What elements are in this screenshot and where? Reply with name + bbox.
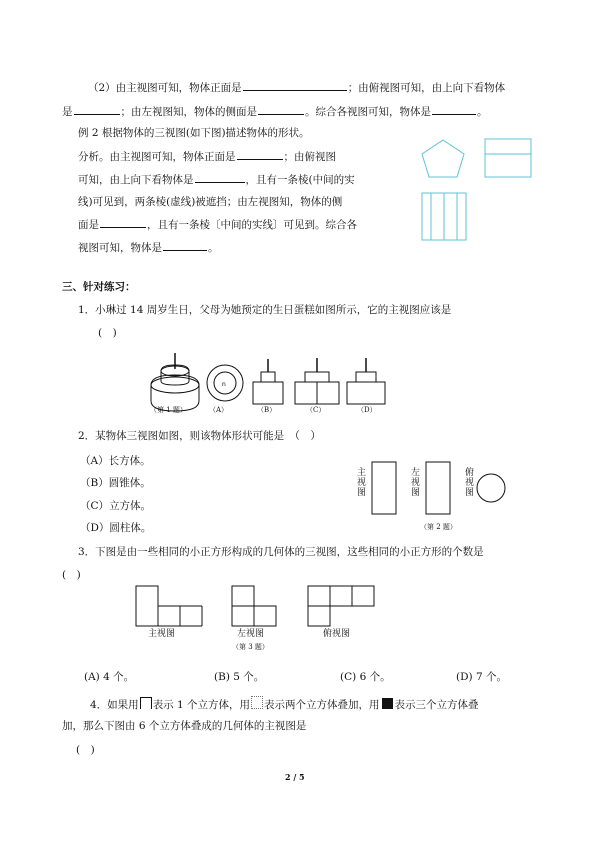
example2-line4-b: ，且有一条棱〔中间的实线〕可见到。综合各 [147, 219, 357, 231]
blank [195, 172, 245, 183]
blank [258, 104, 304, 115]
option-c-view [295, 358, 339, 404]
blank [432, 104, 476, 115]
pentagon-main-view [422, 140, 464, 177]
q4-line1-a: 4．如果用 [90, 699, 139, 711]
q2-main-view-rect [372, 462, 396, 514]
example2-line1 [78, 149, 336, 164]
q2-option-c: （C）立方体。 [80, 500, 152, 512]
q2-top-view-circle [477, 474, 505, 502]
part2-line2-d: 。 [477, 106, 488, 118]
q3-main-view [136, 586, 202, 626]
example2-line5 [78, 240, 219, 255]
blank [243, 80, 347, 91]
q3-label-main: 主视图 [148, 629, 176, 639]
q4-paren: ( ) [76, 744, 95, 756]
example2-line4-a: 面是 [78, 219, 99, 231]
q3-option-b: (B) 5 个。 [214, 671, 265, 683]
example2-line3: 线)可见到，两条棱(虚线)被遮挡；由左视图知，物体的侧 [78, 196, 343, 208]
q3-option-c: (C) 6 个。 [340, 671, 391, 683]
q1-caption-c: （C） [306, 406, 326, 414]
part2-line2-c: 。综合各视图可知，物体是 [305, 106, 431, 118]
q4-line1-b: 表示 1 个立方体，用 [152, 699, 251, 711]
q2-option-d: （D）圆柱体。 [80, 522, 152, 534]
blank [237, 149, 283, 160]
q4-line1-d: 表示三个立方体叠 [394, 699, 479, 711]
example2-heading: 例 2 根据物体的三视图(如下图)描述物体的形状。 [78, 127, 310, 139]
q2-caption: （第 2 题） [420, 523, 457, 531]
q2-three-views-figure [368, 458, 513, 518]
example2-line1-b: ；由俯视图 [283, 151, 336, 163]
q1-text: 1．小琳过 14 周岁生日，父母为她预定的生日蛋糕如图所示，它的主视图应该是 [78, 304, 452, 316]
q1-caption-b: （B） [257, 406, 277, 414]
example2-line5-a: 视图可知，物体是 [78, 242, 162, 254]
example2-line2-a: 可知，由上向下看物体是 [78, 174, 194, 186]
q3-caption: （第 3 题） [232, 643, 269, 651]
option-a-circles [207, 365, 243, 401]
part2-line2-b: ；由左视图知，物体的侧面是 [120, 106, 257, 118]
q3-option-a: (A) 4 个。 [84, 671, 135, 683]
q3-label-top: 俯视图 [323, 629, 351, 639]
q4-line1 [90, 696, 479, 712]
q3-left-view [232, 586, 276, 626]
q2-option-a: （A）长方体。 [80, 455, 151, 467]
q2-label-top-view: 俯视图 [465, 468, 475, 498]
q3-text: 3．下图是由一些相同的小正方形构成的几何体的三视图，这些相同的小正方形的个数是 [78, 546, 484, 558]
blank [100, 217, 146, 228]
part2-line2 [62, 104, 488, 119]
example2-line2 [78, 172, 355, 187]
q3-top-view [308, 586, 374, 626]
option-b-view [253, 359, 283, 404]
q1-caption-a: （A） [209, 406, 229, 414]
q4-line1-c: 表示两个立方体叠加，用 [264, 699, 380, 711]
section3-title: 三、针对练习： [62, 281, 136, 293]
single-cube-icon [140, 697, 152, 709]
example2-line1-a: 分析。由主视图可知，物体正面是 [78, 151, 236, 163]
q2-label-main-view: 主视图 [357, 468, 367, 498]
q2-label-left-view: 左视图 [411, 468, 421, 498]
cake-drawing [151, 353, 199, 411]
blank [163, 240, 207, 251]
q2-option-b: （B）圆锥体。 [80, 477, 151, 489]
part2-line2-a: 是 [62, 106, 73, 118]
q1-paren: ( ) [98, 327, 117, 339]
page-number: 2 / 5 [285, 772, 305, 782]
option-d-view [347, 358, 385, 404]
example2-line4 [78, 217, 357, 232]
candle-mark: n [222, 381, 226, 388]
part2-line1-b: ；由俯视图可知，由上向下看物体 [347, 82, 506, 94]
q3-paren: ( ) [62, 569, 81, 581]
part2-line1 [88, 80, 505, 95]
q2-text: 2．某物体三视图如图，则该物体形状可能是 （ ） [78, 430, 321, 442]
top-view-rectangle [485, 139, 531, 177]
part2-line1-a: （2）由主视图可知，物体正面是 [88, 82, 242, 94]
example2-three-views-figure [415, 136, 535, 246]
q3-option-d: (D) 7 个。 [456, 671, 507, 683]
example2-line2-b: ，且有一条棱(中间的实 [245, 174, 355, 186]
q1-caption-d: （D） [357, 406, 377, 414]
q4-line2: 加，那么下图由 6 个立方体叠成的几何体的主视图是 [62, 720, 307, 732]
example2-line5-b: 。 [208, 242, 219, 254]
q3-label-left: 左视图 [237, 629, 265, 639]
q2-left-view-rect [426, 462, 450, 514]
blank [74, 104, 120, 115]
q3-three-views-figure [132, 582, 387, 630]
double-cube-icon [251, 696, 263, 709]
triple-cube-icon [382, 698, 393, 709]
q1-caption-figure: （第 1 题） [150, 406, 187, 414]
